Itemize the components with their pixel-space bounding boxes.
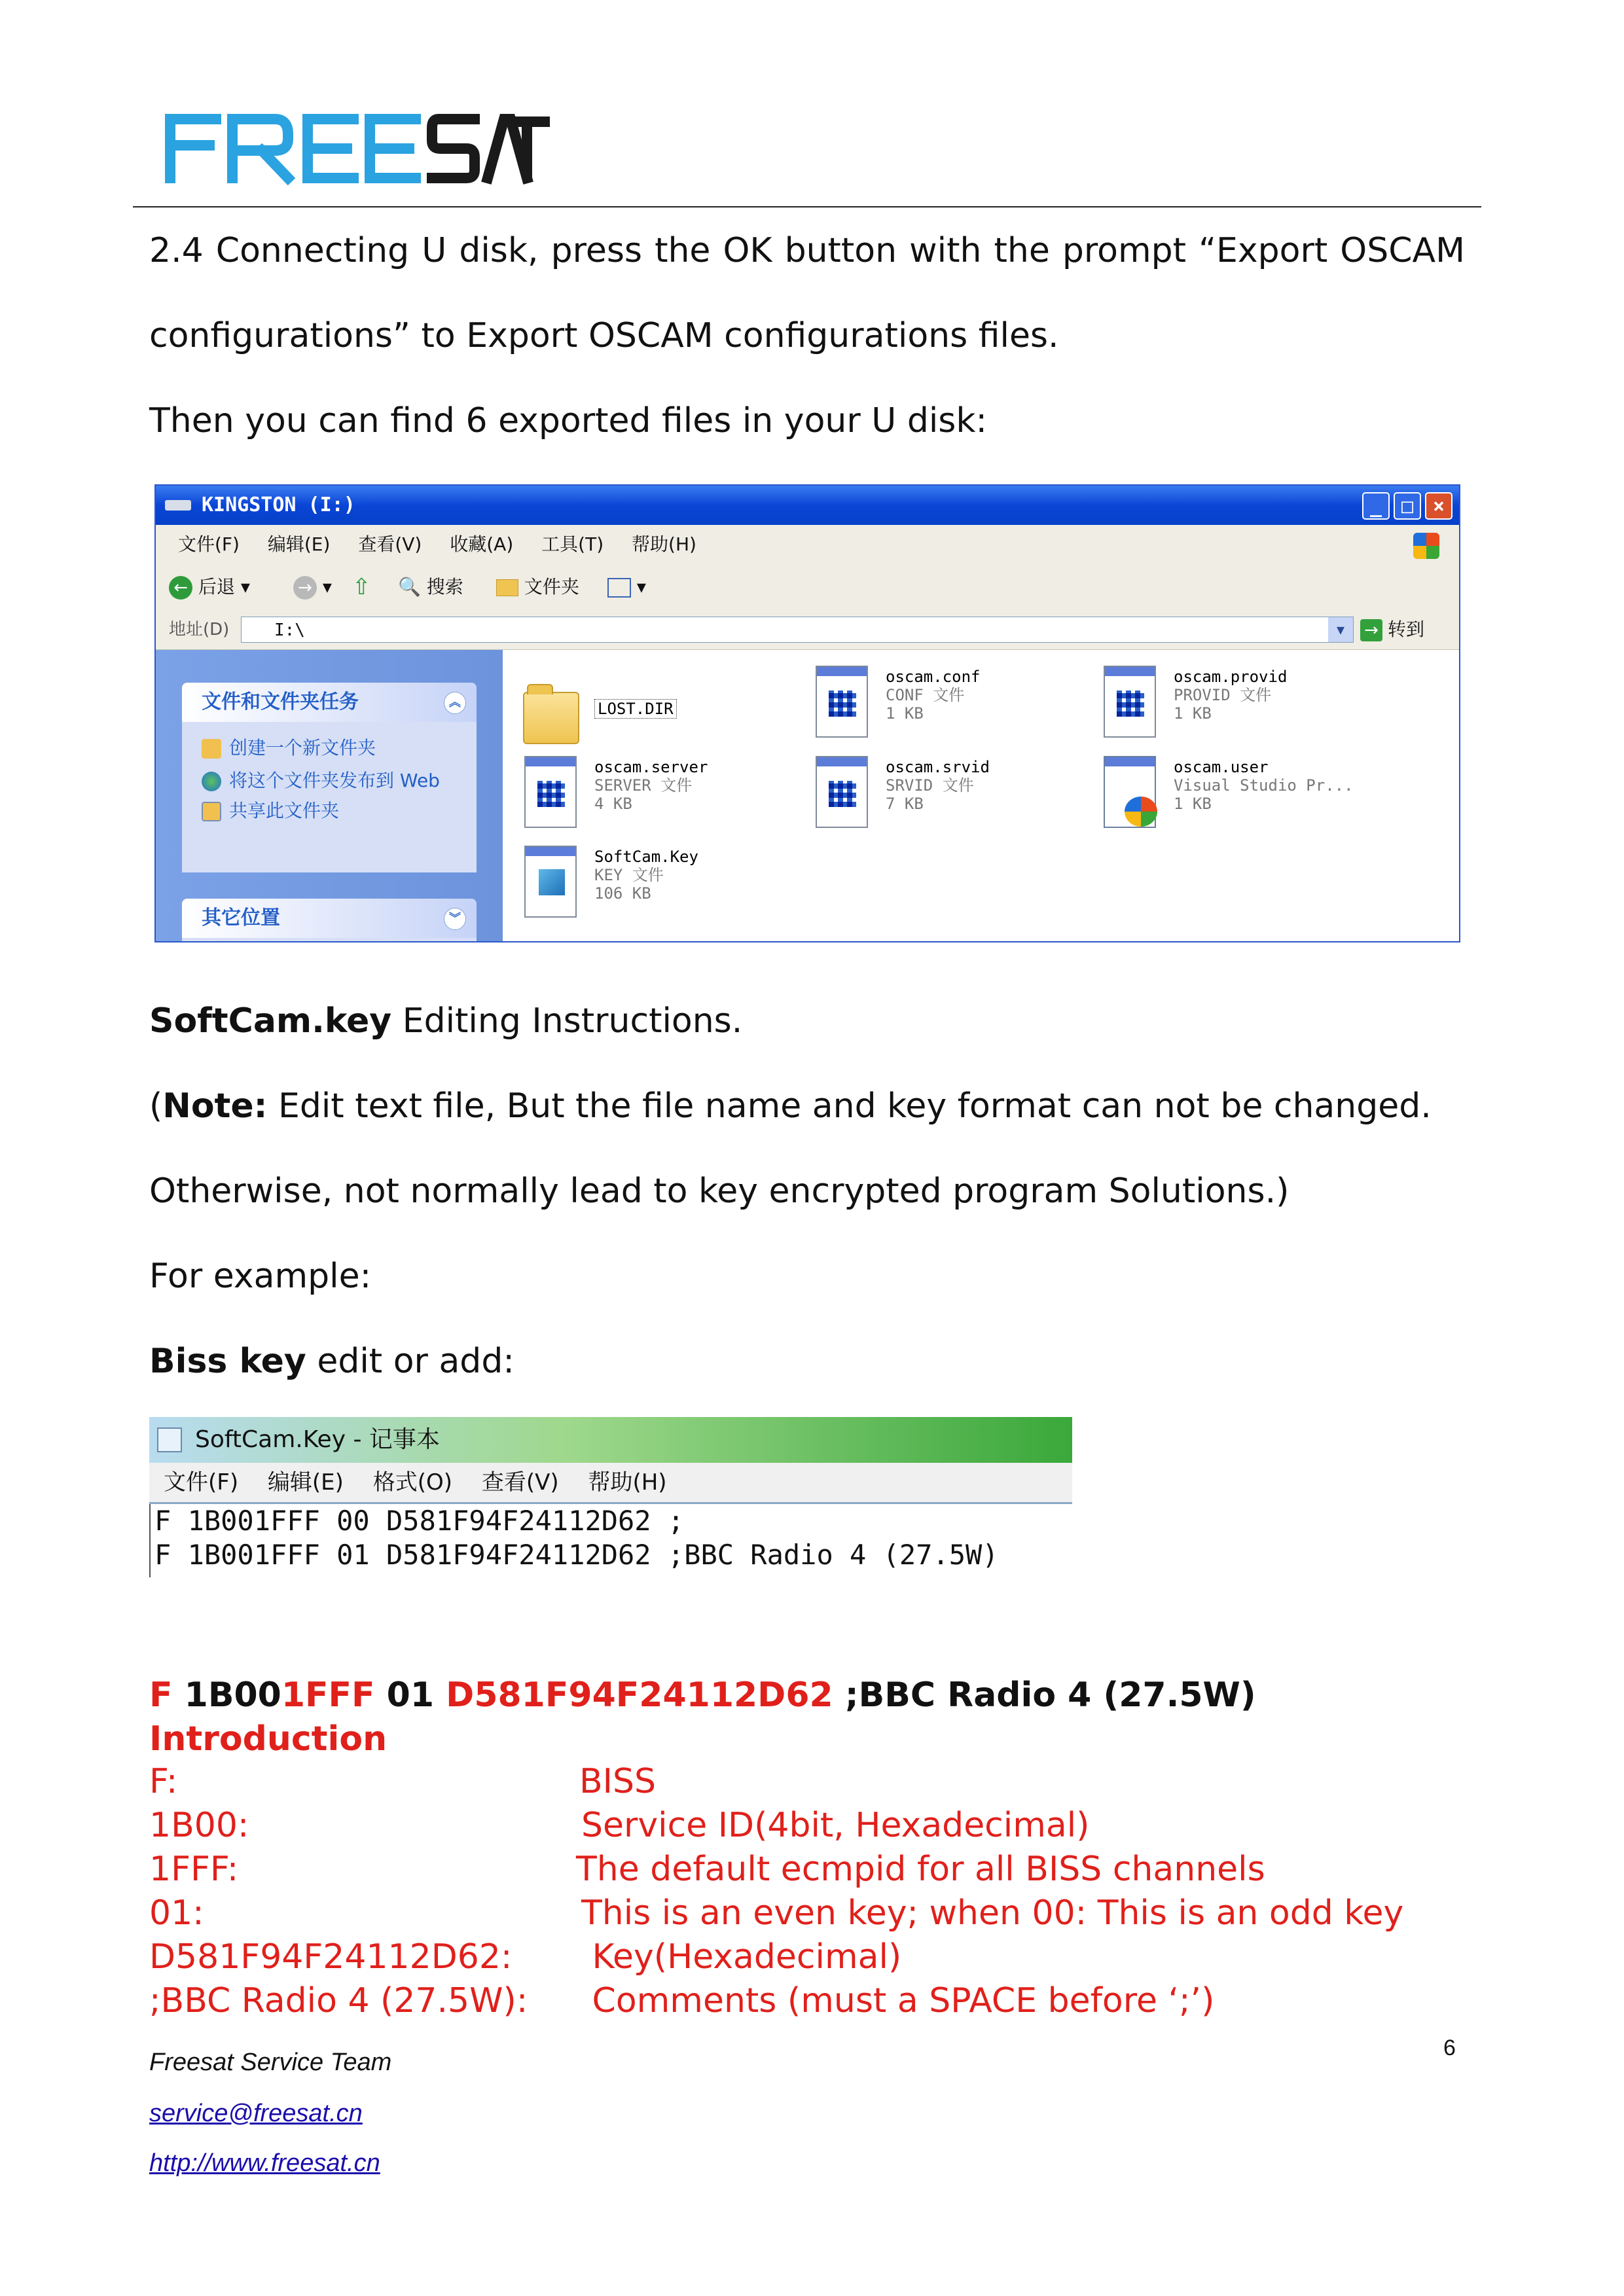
file-name: oscam.srvid [886, 758, 990, 776]
row-value: The default ecmpid for all BISS channels [576, 1850, 1265, 1889]
search-label: 搜索 [426, 576, 463, 598]
instructions-title [149, 998, 742, 1044]
folders-label: 文件夹 [524, 576, 579, 598]
row-value: Key(Hexadecimal) [581, 1937, 902, 1977]
file-name: oscam.user [1174, 758, 1269, 776]
intro-line-1: 2.4 Connecting U disk, press the OK button with the prompt “Export OSCAM [149, 231, 1465, 270]
forward-button[interactable]: → ▾ [293, 564, 332, 610]
instructions-title-rest: Editing Instructions. [391, 1001, 743, 1041]
config-file-icon [524, 756, 577, 828]
row-key: 1B00: [149, 1806, 249, 1845]
np-menu-format[interactable]: 格式(O) [372, 1469, 453, 1496]
views-icon [607, 578, 631, 598]
close-button[interactable]: × [1425, 492, 1453, 520]
menu-tools[interactable]: 工具(T) [541, 533, 604, 555]
task-publish-web-label: 将这个文件夹发布到 Web [229, 770, 440, 791]
tasks-panel [182, 683, 477, 872]
file-softcam-key[interactable] [519, 842, 794, 927]
key-part-index: 01 [374, 1676, 446, 1715]
page-number: 6 [1443, 2036, 1456, 2060]
row-key: F: [149, 1762, 178, 1801]
maximize-button[interactable]: □ [1394, 492, 1421, 520]
notepad-icon [157, 1427, 182, 1452]
collapse-icon[interactable]: ︽ [444, 692, 466, 714]
note-text: Edit text file, But the file name and key format can not be changed. [267, 1086, 1432, 1126]
key-part-sid: 1B00 [172, 1676, 281, 1715]
expand-icon[interactable]: ︾ [444, 908, 466, 930]
instructions-title-bold: SoftCam.key [149, 1001, 392, 1041]
share-folder-icon [202, 802, 221, 821]
tasks-panel-header[interactable] [182, 683, 477, 722]
menu-view[interactable]: 查看(V) [358, 533, 422, 555]
website-link[interactable]: http://www.freesat.cn [149, 2149, 380, 2177]
file-size: 1 KB [1174, 795, 1212, 813]
biss-line [149, 1338, 514, 1384]
file-size: 7 KB [886, 795, 924, 813]
np-menu-help[interactable]: 帮助(H) [588, 1469, 667, 1496]
new-folder-icon [202, 739, 221, 759]
address-label: 地址(D) [169, 620, 230, 639]
config-file-icon [816, 756, 868, 828]
goto-arrow-icon: → [1360, 619, 1382, 641]
logo-letter-t [504, 117, 550, 177]
row-key: 01: [149, 1893, 204, 1933]
folder-icon [523, 692, 579, 744]
file-type: SERVER 文件 [594, 776, 693, 795]
note-open-paren: ( [149, 1086, 163, 1126]
file-size: 106 KB [594, 884, 651, 903]
notepad-window [149, 1417, 1072, 1577]
file-name: LOST.DIR [594, 699, 677, 719]
other-places-title: 其它位置 [202, 906, 280, 929]
email-link[interactable]: service@freesat.cn [149, 2100, 363, 2127]
file-type: PROVID 文件 [1174, 686, 1272, 704]
task-share-folder-label: 共享此文件夹 [229, 800, 340, 821]
menu-help[interactable]: 帮助(H) [632, 533, 696, 555]
notepad-menu-bar [149, 1463, 1072, 1504]
explorer-window [154, 484, 1460, 942]
key-file-icon [524, 846, 577, 918]
minimize-button[interactable]: _ [1362, 492, 1390, 520]
menu-favorites[interactable]: 收藏(A) [450, 533, 514, 555]
file-oscam-provid[interactable] [1098, 662, 1373, 747]
folder-small-icon [496, 579, 518, 596]
file-size: 1 KB [886, 704, 924, 723]
address-dropdown-icon[interactable]: ▼ [1328, 617, 1353, 642]
np-menu-view[interactable]: 查看(V) [481, 1469, 559, 1496]
header-divider [133, 206, 1481, 207]
file-size: 4 KB [594, 795, 632, 813]
forward-arrow-icon: → [293, 576, 317, 600]
intro-line-2: configurations” to Export OSCAM configurations files. [149, 316, 1059, 355]
search-button[interactable] [398, 564, 463, 610]
biss-bold: Biss key [149, 1342, 306, 1381]
row-key: 1FFF: [149, 1850, 239, 1889]
task-share-folder[interactable] [182, 799, 477, 823]
file-name: oscam.server [594, 758, 708, 776]
row-value: Comments (must a SPACE before ‘;’) [581, 1981, 1215, 2020]
goto-label: 转到 [1388, 619, 1425, 640]
key-part-f: F [149, 1676, 173, 1715]
np-menu-file[interactable]: 文件(F) [164, 1469, 239, 1496]
notepad-line: F 1B001FFF 01 D581F94F24112D62 ;BBC Radio 4 (27.5W) [154, 1539, 999, 1571]
task-publish-web[interactable] [182, 769, 450, 793]
intro-line-3: Then you can find 6 exported files in your U disk: [149, 401, 988, 440]
folders-button[interactable] [496, 564, 579, 610]
file-type: SRVID 文件 [886, 776, 974, 795]
explorer-toolbar [156, 564, 1459, 611]
globe-icon [202, 772, 221, 791]
key-part-ecmpid: 1FFF [281, 1676, 375, 1715]
note-label: Note: [162, 1086, 268, 1126]
explorer-title-bar [156, 486, 1459, 525]
row-value: BISS [579, 1762, 657, 1801]
row-key: ;BBC Radio 4 (27.5W): [149, 1981, 528, 2020]
file-oscam-srvid[interactable] [810, 753, 1085, 838]
file-oscam-conf[interactable] [810, 662, 1085, 747]
file-oscam-user[interactable] [1098, 753, 1373, 838]
search-icon: 🔍 [398, 576, 421, 598]
file-oscam-server[interactable] [519, 753, 794, 838]
biss-rest: edit or add: [306, 1342, 514, 1381]
file-lost-dir[interactable] [519, 675, 794, 761]
drive-icon [165, 500, 191, 511]
introduction-heading: Introduction [149, 1719, 388, 1759]
menu-file[interactable]: 文件(F) [178, 533, 240, 555]
menu-edit[interactable]: 编辑(E) [267, 533, 331, 555]
footer-email [149, 2100, 363, 2128]
goto-button[interactable] [1360, 610, 1424, 649]
np-menu-edit[interactable]: 编辑(E) [267, 1469, 344, 1496]
config-file-icon [1104, 666, 1156, 738]
back-button[interactable]: ← 后退 ▾ [169, 564, 250, 610]
other-places-panel [182, 899, 477, 942]
file-name: oscam.conf [886, 668, 981, 686]
views-button[interactable]: ▾ [607, 564, 646, 610]
row-key: D581F94F24112D62: [149, 1937, 513, 1977]
key-example-line [149, 1672, 1256, 1718]
note-line-1 [149, 1083, 1432, 1129]
address-value: I:\ [274, 620, 305, 640]
example-label: For example: [149, 1257, 372, 1296]
notepad-title-bar [149, 1417, 1072, 1463]
task-pane [156, 650, 503, 941]
key-part-comment: ;BBC Radio 4 (27.5W) [833, 1676, 1256, 1715]
file-size: 1 KB [1174, 704, 1212, 723]
notepad-line: F 1B001FFF 00 D581F94F24112D62 ; [154, 1505, 685, 1537]
address-input[interactable] [241, 617, 1354, 643]
explorer-menu-bar [156, 525, 1459, 565]
config-file-icon [816, 666, 868, 738]
notepad-text-area[interactable] [149, 1504, 1072, 1577]
row-value: This is an even key; when 00: This is an odd key [581, 1893, 1404, 1933]
explorer-title: KINGSTON (I:) [202, 493, 355, 516]
tasks-panel-title: 文件和文件夹任务 [202, 691, 359, 713]
visual-studio-file-icon [1104, 756, 1156, 828]
footer-team: Freesat Service Team [149, 2049, 392, 2076]
file-type: CONF 文件 [886, 686, 965, 704]
back-arrow-icon: ← [169, 576, 192, 600]
task-new-folder[interactable] [182, 736, 477, 760]
file-name: oscam.provid [1174, 668, 1288, 686]
address-bar [156, 610, 1459, 650]
freesat-logo [164, 105, 537, 187]
note-line-2: Otherwise, not normally lead to key encrypted program Solutions.) [149, 1172, 1290, 1211]
file-type: Visual Studio Pr... [1174, 776, 1354, 795]
notepad-title: SoftCam.Key - 记事本 [195, 1426, 440, 1453]
row-value: Service ID(4bit, Hexadecimal) [581, 1806, 1090, 1845]
file-name: SoftCam.Key [594, 848, 698, 866]
task-new-folder-label: 创建一个新文件夹 [229, 737, 376, 759]
back-label: 后退 [198, 576, 235, 598]
footer-url [149, 2149, 380, 2178]
file-type: KEY 文件 [594, 866, 664, 884]
other-places-header[interactable] [182, 899, 477, 938]
up-folder-icon[interactable]: ⇧ [352, 574, 371, 600]
windows-flag-icon [1413, 533, 1439, 559]
key-part-key: D581F94F24112D62 [446, 1676, 833, 1715]
